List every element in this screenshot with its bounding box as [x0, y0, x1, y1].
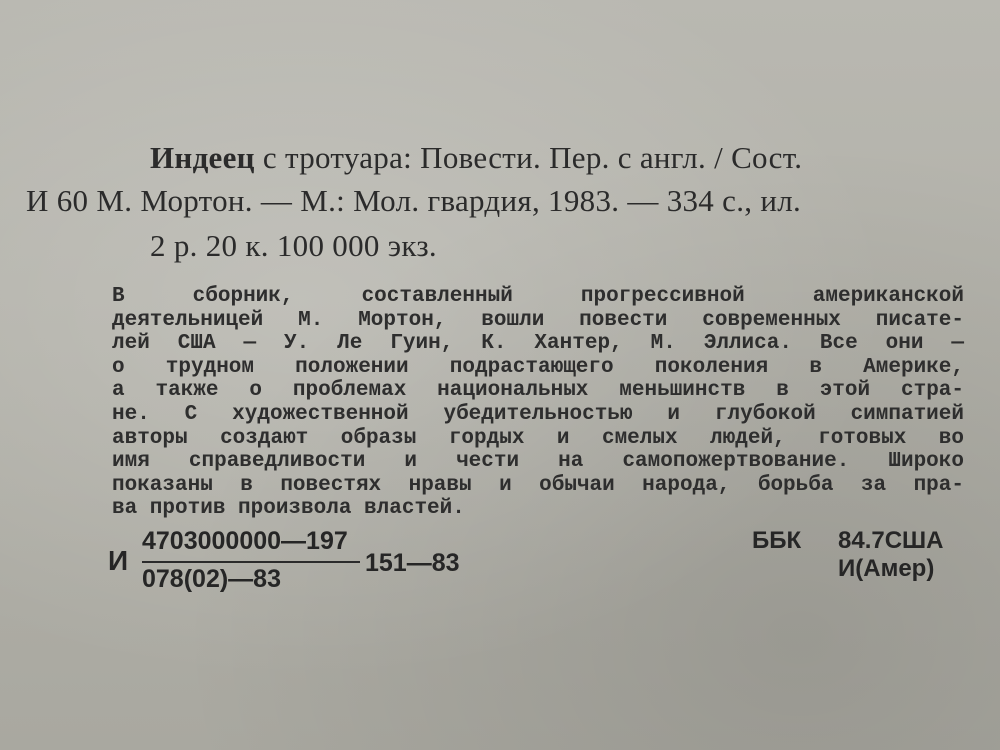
annotation-line: В сборник, составленный прогрессивной американской	[112, 285, 964, 308]
annotation-line: ва против произвола властей.	[112, 497, 465, 521]
annotation-paragraph	[112, 285, 964, 521]
bbk-label: ББК	[752, 527, 802, 554]
annotation-line: лей США — У. Ле Гуин, К. Хантер, М. Эллиса. Все они —	[112, 332, 964, 356]
bibliographic-title-line	[150, 140, 802, 176]
price-print-run-line: 2 р. 20 к. 100 000 экз.	[150, 228, 437, 263]
annotation-line: авторы создают образы гордых и смелых людей, готовых во	[112, 426, 964, 450]
bbk-code: 84.7США	[838, 527, 944, 554]
annotation-line: а также о проблемах национальных меньшинств в этой стра-	[112, 379, 964, 403]
annotation-line: о трудном положении подрастающего поколения в Америке,	[112, 355, 964, 379]
fraction-divider	[142, 561, 360, 563]
bibliographic-publisher-line: И 60 М. Мортон. — М.: Мол. гвардия, 1983. — 334 с., ил.	[26, 183, 802, 218]
index-letter: И	[108, 545, 129, 576]
annotation-line: деятельницей М. Мортон, вошли повести современных писате-	[112, 308, 964, 332]
index-denominator: 078(02)—83	[142, 565, 281, 593]
annotation-line: имя справедливости и чести на самопожертвование. Широко	[112, 450, 964, 474]
index-side-code: 151—83	[365, 549, 460, 577]
annotation-line: показаны в повестях нравы и обычаи народа, борьба за пра-	[112, 473, 964, 497]
book-title-bold: Индеец	[150, 140, 255, 175]
annotation-line: не. С художественной убедительностью и глубокой симпатией	[112, 402, 964, 426]
title-details: с тротуара: Повести. Пер. с англ. / Сост.	[254, 140, 803, 175]
index-numerator: 4703000000—197	[142, 527, 348, 555]
bbk-subcode: И(Амер)	[838, 555, 935, 582]
